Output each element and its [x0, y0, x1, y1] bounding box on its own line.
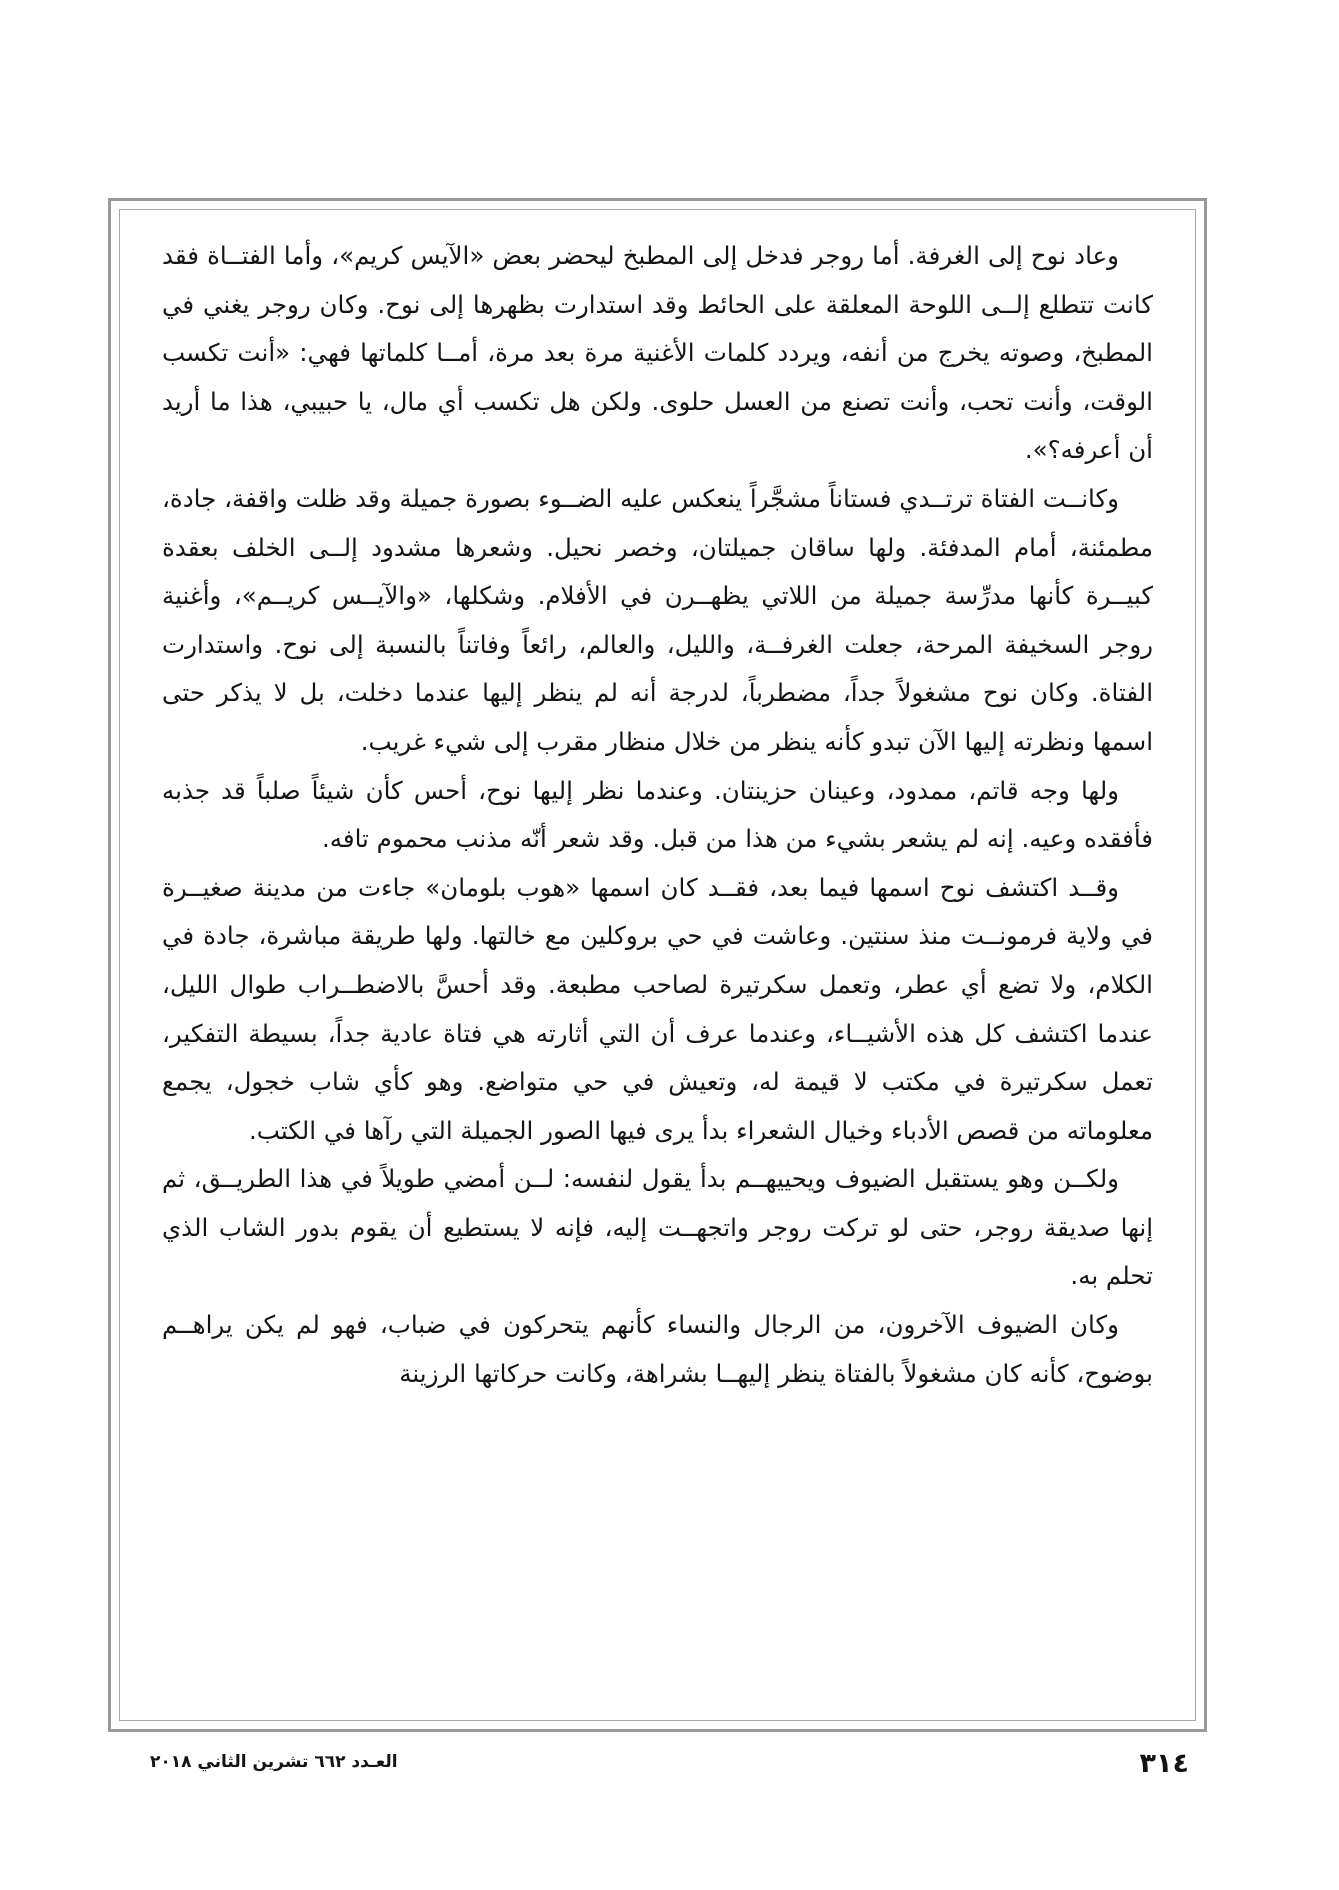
paragraph: ولها وجه قاتم، ممدود، وعينان حزينتان. وعندما نظر إليها نوح، أحس كأن شيئاً صلباً قد جذبه فأفقده وعيه. إنه لم يشعر بشيء من هذا من قبل. وقد شعر أنّه مذنب محموم تافه.: [162, 775, 1153, 854]
page-number: ٣١٤: [1139, 1748, 1189, 1779]
page-border-inner: [119, 209, 1196, 1721]
paragraph: وعاد نوح إلى الغرفة. أما روجر فدخل إلى المطبخ ليحضر بعض «الآيس كريم»، وأما الفتــاة فقد كانت تتطلع إلــى اللوحة المعلقة على الحائط وقد استدارت بظهرها إلى نوح. وكان روجر يغني في المطبخ، وصوته يخرج من أنفه، ويردد كلمات الأغنية مرة بعد مرة، أمــا كلماتها فهي: «أنت تكسب الوقت، وأنت تحب، وأنت تصنع من العسل حلوى. ولكن هل تكسب أي مال، يا حبيبي، هذا ما أريد أن أعرفه؟».: [162, 241, 1153, 465]
body-text: [162, 232, 1153, 1398]
paragraph: وكان الضيوف الآخرون، من الرجال والنساء كأنهم يتحركون في ضباب، فهو لم يكن يراهــم بوضوح، كأنه كان مشغولاً بالفتاة ينظر إليهــا بشراهة، وكانت حركاتها الرزينة: [162, 1310, 1153, 1388]
paragraph: ولكــن وهو يستقبل الضيوف ويحييهــم بدأ يقول لنفسه: لــن أمضي طويلاً في هذا الطريــق، ثم إنها صديقة روجر، حتى لو تركت روجر واتجهــت إليه، فإنه لا يستطيع أن يقوم بدور الشاب الذي تحلم به.: [162, 1164, 1153, 1291]
page-border-outer: [108, 198, 1207, 1732]
issue-info: العـدد ٦٦٢ تشرين الثاني ٢٠١٨: [150, 1752, 398, 1772]
page-footer: [0, 1748, 1339, 1788]
paragraph: وقــد اكتشف نوح اسمها فيما بعد، فقــد كان اسمها «هوب بلومان» جاءت من مدينة صغيــرة في ولاية فرمونــت منذ سنتين. وعاشت في حي بروكلين مع خالتها. ولها طريقة مباشرة، جادة في الكلام، ولا تضع أي عطر، وتعمل سكرتيرة لصاحب مطبعة. وقد أحسَّ بالاضطــراب طوال الليل، عندما اكتشف كل هذه الأشيــاء، وعندما عرف أن التي أثارته هي فتاة عادية جداً، بسيطة التفكير، تعمل سكرتيرة في مكتب لا قيمة له، وتعيش في حي متواضع. وهو كأي شاب خجول، يجمع معلوماته من قصص الأدباء وخيال الشعراء بدأ يرى فيها الصور الجميلة التي رآها في الكتب.: [162, 872, 1153, 1145]
paragraph: وكانــت الفتاة ترتــدي فستاناً مشجَّراً ينعكس عليه الضــوء بصورة جميلة وقد ظلت واقفة، جادة، مطمئنة، أمام المدفئة. ولها ساقان جميلتان، وخصر نحيل. وشعرها مشدود إلــى الخلف بعقدة كبيــرة كأنها مدرِّسة جميلة من اللاتي يظهــرن في الأفلام. وشكلها، «والآيــس كريــم»، وأغنية روجر السخيفة المرحة، جعلت الغرفــة، والليل، والعالم، رائعاً وفاتناً بالنسبة إلى نوح. واستدارت الفتاة. وكان نوح مشغولاً جداً، مضطرباً، لدرجة أنه لم ينظر إليها عندما دخلت، بل لا يذكر حتى اسمها ونظرته إليها الآن تبدو كأنه ينظر من خلال منظار مقرب إلى شيء غريب.: [162, 483, 1153, 756]
